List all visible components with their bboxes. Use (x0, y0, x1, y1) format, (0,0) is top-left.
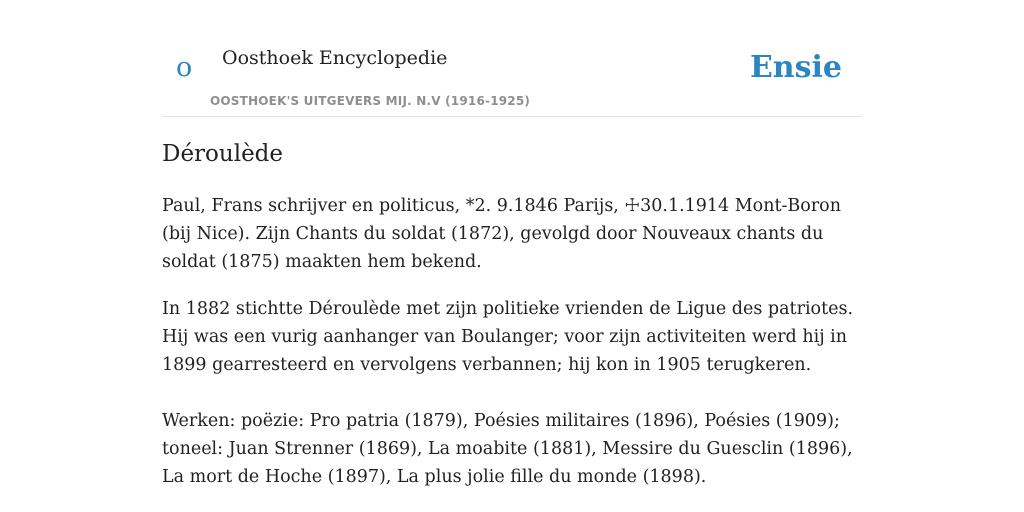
entry-paragraph-3: Werken: poëzie: Pro patria (1879), Poésies militaires (1896), Poésies (1909); toneel: Juan Strenner (1869), La moabite (1881), Messire du Guesclin (1896), La mort de Hoche (1897), La plus jolie fille du monde (1898). (162, 411, 853, 487)
book-title[interactable]: Oosthoek Encyclopedie (222, 47, 448, 69)
site-logo[interactable]: Ensie (749, 50, 842, 85)
publisher-label: OOSTHOEK'S UITGEVERS MIJ. N.V (1916-1925) (210, 94, 531, 108)
entry-paragraph-2: In 1882 stichtte Déroulède met zijn politieke vrienden de Ligue des patriotes. Hij was een vurig aanhanger van Boulanger; voor zijn activiteiten werd hij in 1899 gearresteerd en vervolgens verbannen; hij kon in 1905 terugkeren. (162, 299, 854, 375)
book-logo[interactable]: o (176, 52, 193, 83)
entry-title: Déroulède (162, 141, 284, 167)
book-header (162, 0, 862, 117)
entry-paragraph-1: Paul, Frans schrijver en politicus, *2. 9.1846 Parijs, ☩30.1.1914 Mont-Boron (bij Nice). Zijn Chants du soldat (1872), gevolgd door Nouveaux chants du soldat (1875) maakten hem bekend. (162, 196, 841, 272)
